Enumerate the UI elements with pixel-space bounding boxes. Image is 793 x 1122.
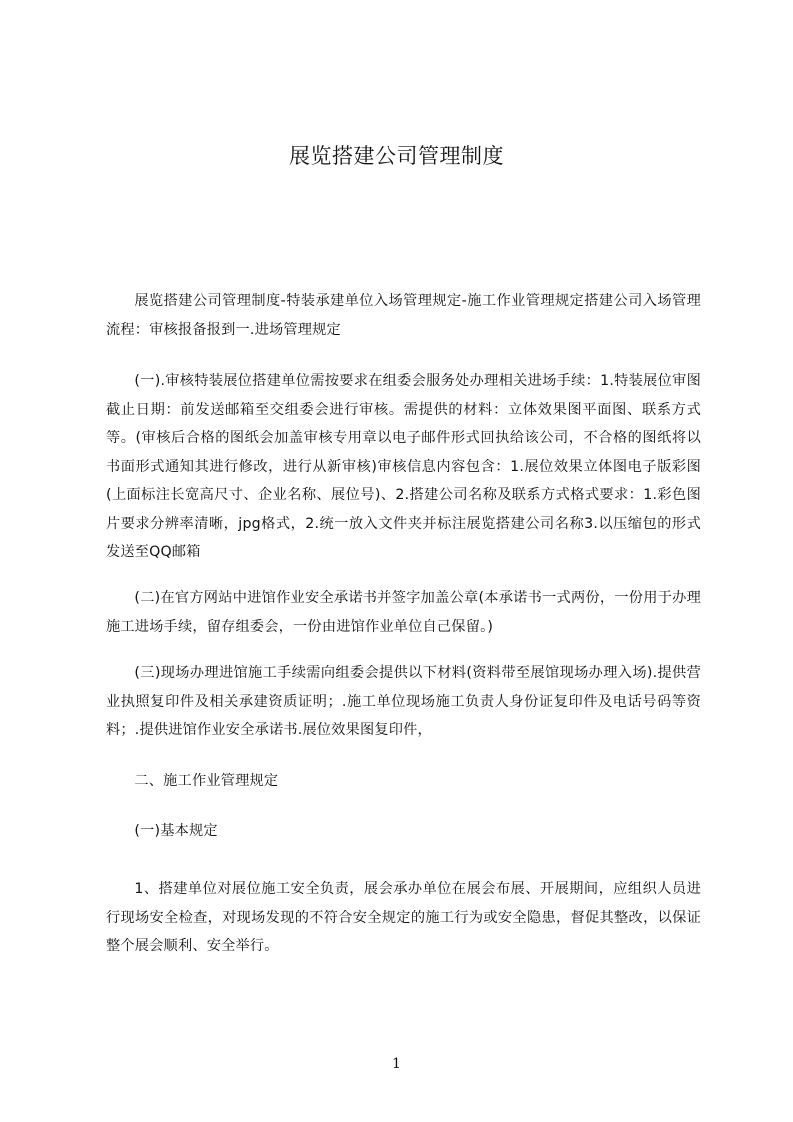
paragraph-onsite-procedures: (三)现场办理进馆施工手续需向组委会提供以下材料(资料带至展馆现场办理入场).提供营业执照复印件及相关承建资质证明；.施工单位现场施工负责人身份证复印件及电话号码等资料；.提供进馆作业安全承诺书.展位效果图复印件， bbox=[106, 665, 701, 738]
paragraph-review-filing: (一).审核特装展位搭建单位需按要求在组委会服务处办理相关进场手续：1.特装展位审图截止日期：前发送邮箱至交组委会进行审核。需提供的材料：立体效果图平面图、联系方式等。(审核后合格的图纸会加盖审核专用章以电子邮件形式回执给该公司，不合格的图纸将以书面形式通知其进行修改，进行从新审核)审核信息内容包含：1.展位效果立体图电子版彩图(上面标注长宽高尺寸、企业名称、展位号)、2.搭建公司名称及联系方式格式要求：1.彩色图片要求分辨率清晰，jpg格式，2.统一放入文件夹并标注展览搭建公司名称3.以压缩包的形式发送至QQ邮箱 bbox=[106, 373, 701, 560]
paragraph-safety-pledge: (二)在官方网站中进馆作业安全承诺书并签字加盖公章(本承诺书一式两份，一份用于办理施工进场手续，留存组委会，一份由进馆作业单位自己保留。) bbox=[106, 590, 701, 635]
paragraph-rule-1: 1、搭建单位对展位施工安全负责，展会承办单位在展会布展、开展期间，应组织人员进行现场安全检查，对现场发现的不符合安全规定的施工行为或安全隐患，督促其整改，以保证整个展会顺利、安全举行。 bbox=[106, 881, 701, 954]
paragraph-intro: 展览搭建公司管理制度-特装承建单位入场管理规定-施工作业管理规定搭建公司入场管理流程：审核报备报到一.进场管理规定 bbox=[106, 293, 701, 338]
page-number: 1 bbox=[392, 1056, 401, 1072]
subsection-heading-basic-rules: (一)基本规定 bbox=[134, 823, 218, 839]
document-title: 展览搭建公司管理制度 bbox=[289, 144, 504, 168]
section-heading-construction-rules: 二、施工作业管理规定 bbox=[134, 773, 279, 789]
